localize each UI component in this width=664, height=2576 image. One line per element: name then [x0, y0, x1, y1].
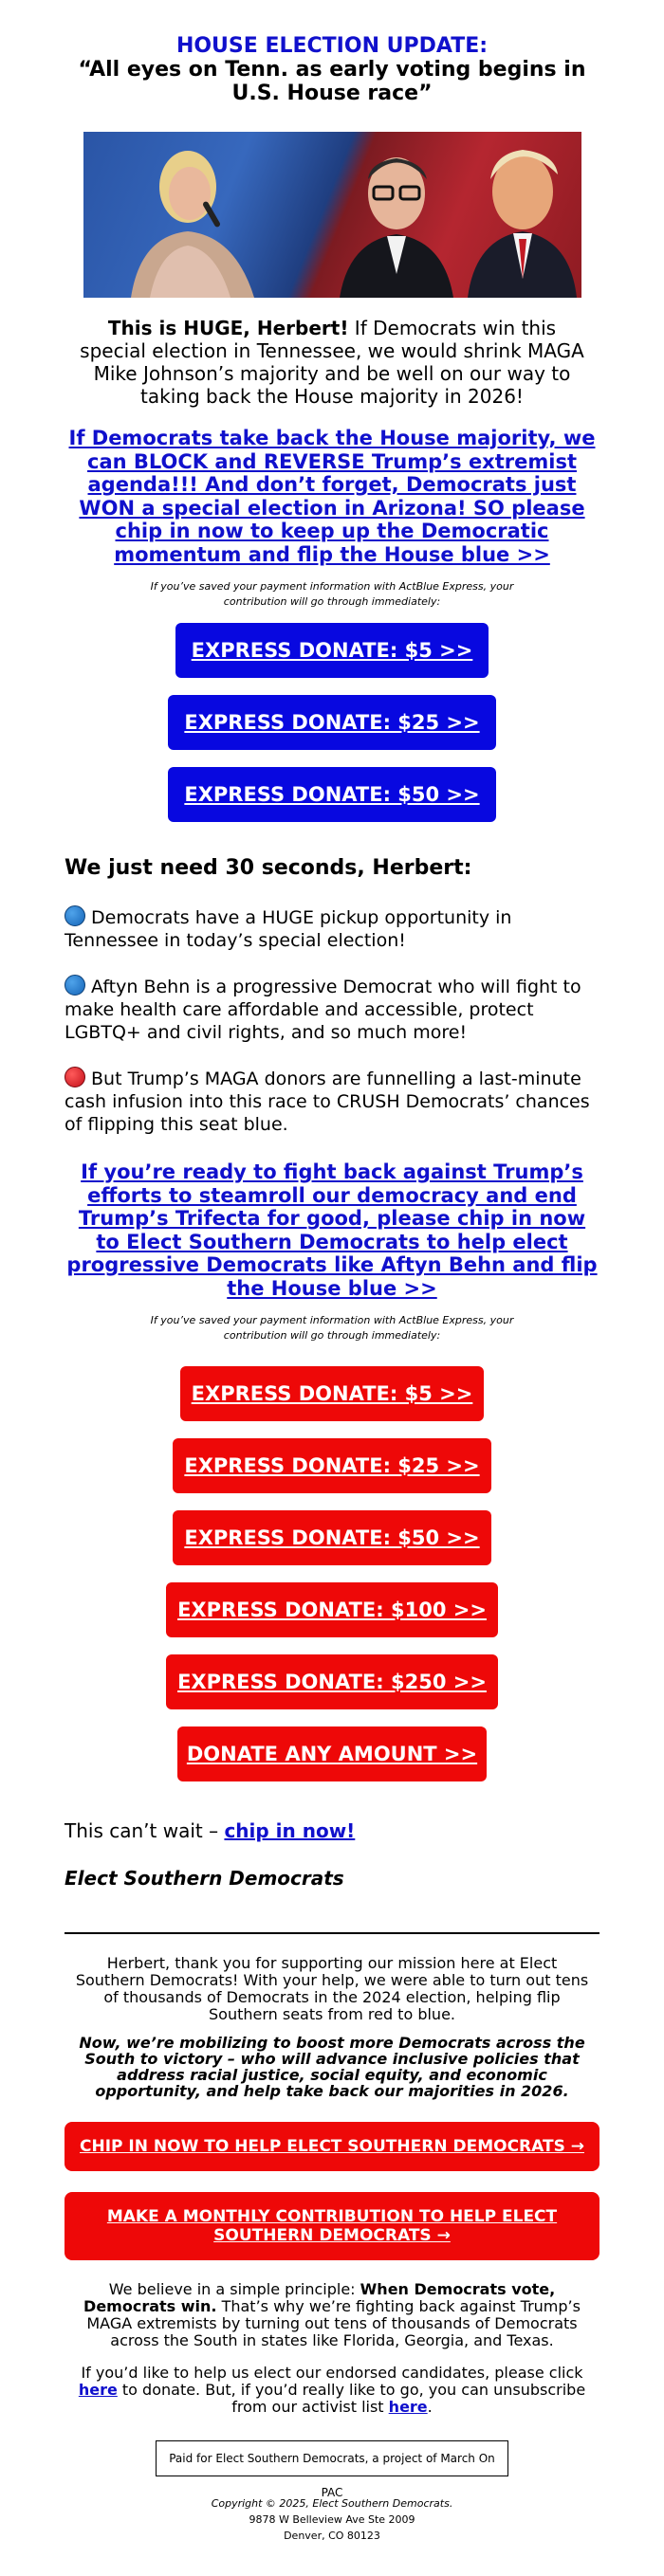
footer	[0, 2495, 664, 2544]
express-donate-50-button-red[interactable]: EXPRESS DONATE: $50 >>	[173, 1510, 491, 1565]
address-line-2: Denver, CO 80123	[284, 2530, 380, 2542]
express-donate-5-button-red[interactable]: EXPRESS DONATE: $5 >>	[180, 1366, 484, 1421]
chip-in-cta-button[interactable]: CHIP IN NOW TO HELP ELECT SOUTHERN DEMOCRATS →	[65, 2122, 599, 2171]
principle-paragraph	[74, 2281, 590, 2349]
monthly-contribution-button[interactable]	[65, 2192, 599, 2260]
intro-paragraph	[76, 317, 588, 408]
donate-here-link[interactable]: here	[78, 2381, 118, 2399]
paid-for-disclaimer: Paid for Elect Southern Democrats, a project of March On PAC	[156, 2440, 508, 2476]
express-donate-25-button-red[interactable]: EXPRESS DONATE: $25 >>	[173, 1438, 491, 1493]
actblue-note: If you’ve saved your payment information with ActBlue Express, your contribution will go through immediately:	[150, 1314, 514, 1342]
urgency-text: This can’t wait –	[65, 1819, 225, 1842]
urgency-line	[65, 1819, 599, 1842]
president-photo-figure	[468, 137, 577, 298]
headline	[57, 34, 607, 105]
thanks-paragraph: Herbert, thank you for supporting our mission here at Elect Southern Democrats! With your help, we were able to turn out tens of thousands of Democrats in the 2024 election, helping flip Southern seats from red to blue.	[75, 1954, 589, 2023]
blue-circle-icon	[65, 905, 85, 926]
monthly-contribution-label: MAKE A MONTHLY CONTRIBUTION TO HELP ELECT SOUTHERN DEMOCRATS →	[106, 2207, 558, 2245]
headline-quote: “All eyes on Tenn. as early voting begins in U.S. House race”	[78, 58, 586, 105]
unsubscribe-link[interactable]: here	[388, 2398, 428, 2416]
signature: Elect Southern Democrats	[65, 1867, 344, 1890]
email-page	[0, 34, 664, 2544]
copyright: Copyright © 2025, Elect Southern Democrats.	[211, 2497, 453, 2510]
donate-link-fight-back[interactable]: If you’re ready to fight back against Trump’s efforts to steamroll our democracy and end Trump’s Trifecta for good, please chip in now to Elect Southern Democrats to help elect progressive Democrats like Aftyn Behn and flip the House blue >>	[66, 1160, 598, 1300]
endorse-text-3: .	[427, 2398, 433, 2416]
endorse-text-2: to donate. But, if you’d really like to go, you can unsubscribe from our activist list	[117, 2381, 586, 2416]
speaker-photo-figure	[340, 141, 453, 298]
bullet-item	[65, 905, 599, 952]
candidate-photo-figure	[121, 141, 264, 298]
principle-pre: We believe in a simple principle:	[108, 2280, 360, 2298]
donate-link-house-majority[interactable]: If Democrats take back the House majority, we can BLOCK and REVERSE Trump’s extremist agenda!!! And don’t forget, Democrats just WON a special election in Arizona! SO please chip in now to keep up the Democratic momentum and flip the House blue >>	[68, 427, 596, 566]
section-title: We just need 30 seconds, Herbert:	[65, 856, 472, 880]
address-line-1: 9878 W Belleview Ave Ste 2009	[249, 2513, 415, 2526]
bullet-item	[65, 975, 599, 1044]
blue-circle-icon	[65, 975, 85, 996]
express-donate-250-button[interactable]: EXPRESS DONATE: $250 >>	[166, 1654, 498, 1709]
intro-text: If Democrats win this special election in Tennessee, we would shrink MAGA Mike Johnson’s majority and be well on our way to taking back the House majority in 2026!	[80, 317, 584, 408]
hero-image	[83, 132, 581, 298]
headline-label: HOUSE ELECTION UPDATE:	[175, 34, 489, 58]
bullet-text: Democrats have a HUGE pickup opportunity in Tennessee in today’s special election!	[65, 907, 512, 951]
bullet-text: But Trump’s MAGA donors are funnelling a last-minute cash infusion into this race to CRUSH Democrats’ chances of flipping this seat blue.	[65, 1069, 590, 1135]
express-donate-100-button[interactable]: EXPRESS DONATE: $100 >>	[166, 1582, 498, 1637]
mobilizing-paragraph: Now, we’re mobilizing to boost more Democrats across the South to victory – who will advance inclusive policies that address racial justice, social equity, and economic opportunity, and help take back our majorities in 2026.	[79, 2034, 585, 2100]
divider	[65, 1932, 599, 1934]
bullet-item	[65, 1067, 599, 1136]
principle-bold: When Democrats vote, Democrats win.	[83, 2280, 556, 2315]
actblue-note: If you’ve saved your payment information with ActBlue Express, your contribution will go through immediately:	[150, 580, 514, 608]
intro-bold: This is HUGE, Herbert!	[107, 317, 349, 339]
donate-any-amount-button[interactable]: DONATE ANY AMOUNT >>	[177, 1726, 487, 1781]
express-donate-25-button-blue[interactable]: EXPRESS DONATE: $25 >>	[168, 695, 496, 750]
express-donate-5-button-blue[interactable]: EXPRESS DONATE: $5 >>	[175, 623, 489, 678]
chip-in-now-link[interactable]: chip in now!	[224, 1819, 356, 1842]
express-donate-50-button-blue[interactable]: EXPRESS DONATE: $50 >>	[168, 767, 496, 822]
bullet-text: Aftyn Behn is a progressive Democrat who will fight to make health care affordable and accessible, protect LGBTQ+ and civil rights, and so much more!	[65, 977, 581, 1043]
endorse-text-1: If you’d like to help us elect our endorsed candidates, please click	[81, 2364, 583, 2382]
principle-post: That’s why we’re fighting back against Trump’s MAGA extremists by turning out tens of thousands of Democrats across the South in states like Florida, Georgia, and Texas.	[86, 2297, 581, 2349]
red-circle-icon	[65, 1067, 85, 1087]
endorse-paragraph	[74, 2365, 590, 2416]
